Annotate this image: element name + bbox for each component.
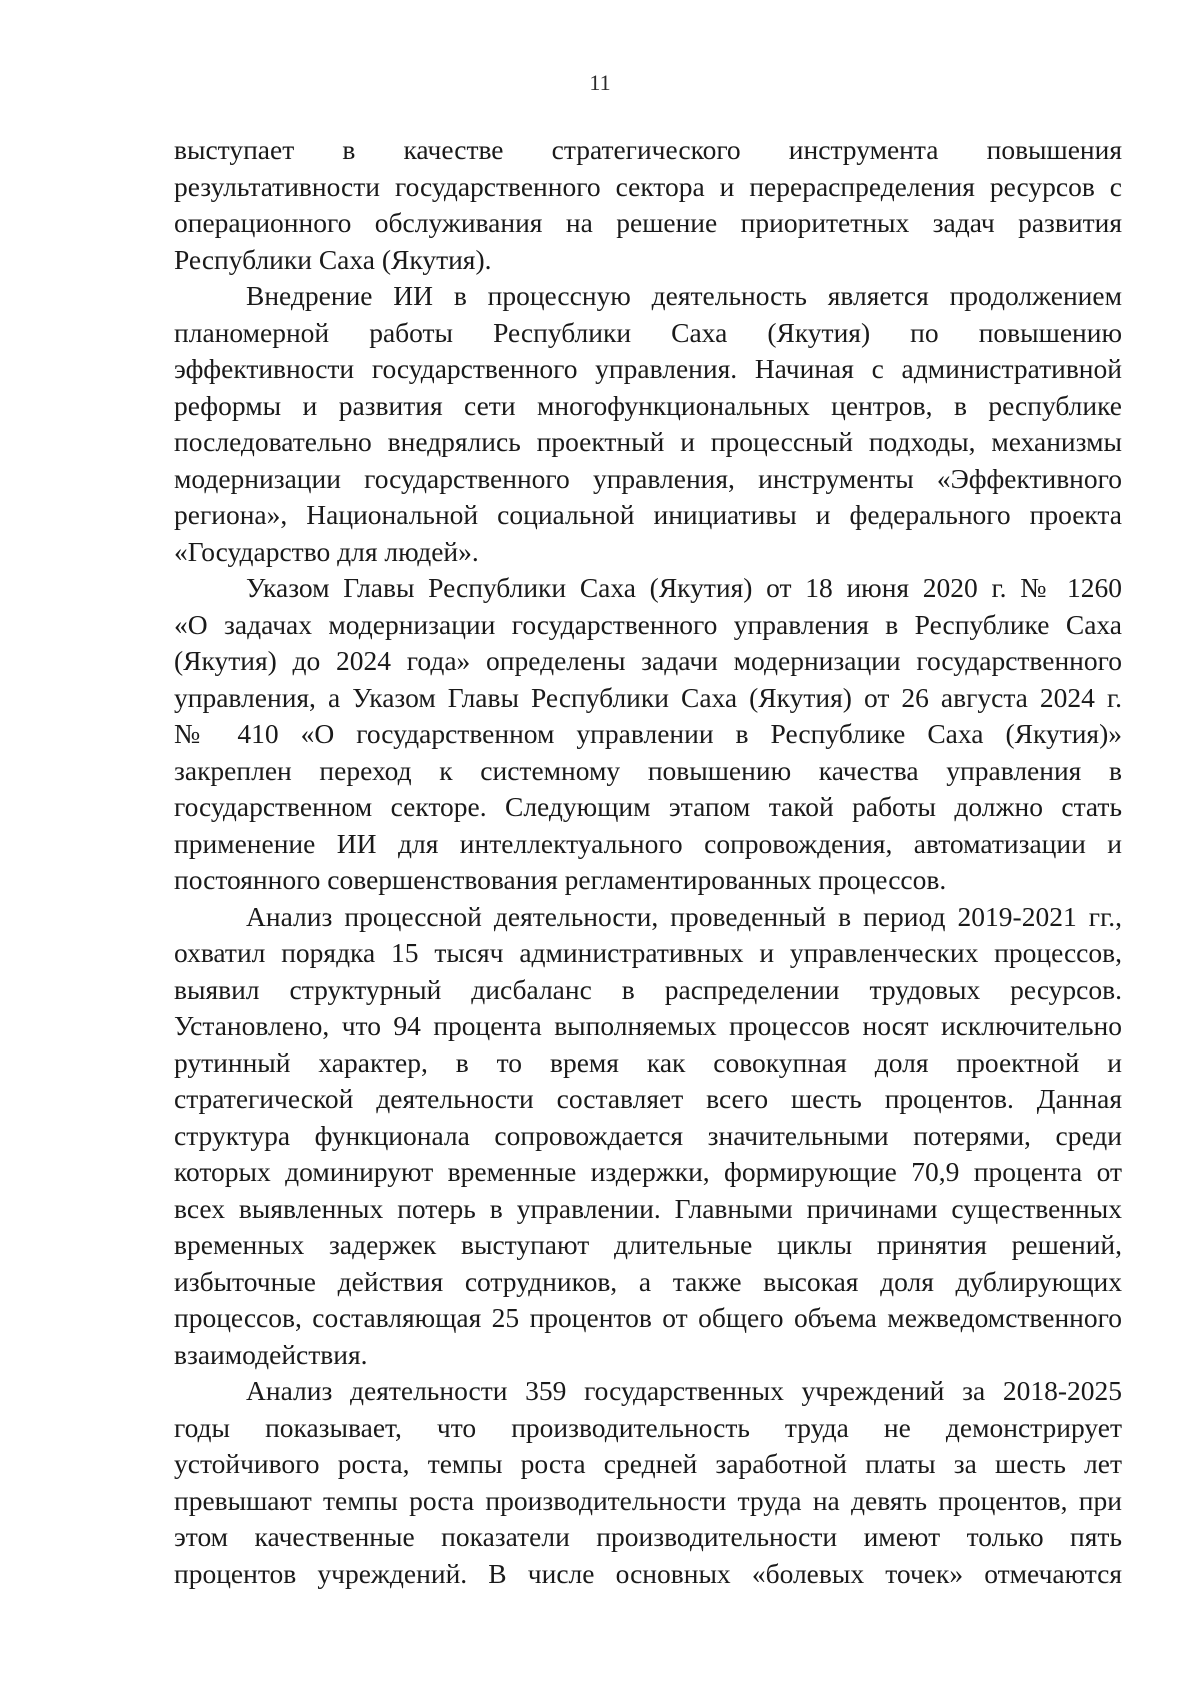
text-line: временных задержек выступают длительные циклы принятия решений, [174,1229,1122,1260]
text-line: выступает в качестве стратегического инструмента повышения [174,134,1122,165]
text-line: годы показывает, что производительность труда не демонстрирует [174,1411,1122,1443]
text-line: закреплен переход к системному повышению качества управления в [174,754,1122,786]
text-line: эффективности государственного управления. Начиная с административной [174,353,1122,384]
text-line: избыточные действия сотрудников, а также высокая доля дублирующих [174,1265,1122,1297]
text-line: Республики Саха (Якутия). [174,243,492,275]
text-line: взаимодействия. [174,1338,368,1370]
text-line: Указом Главы Республики Саха (Якутия) от 18 июня 2020 г. № 1260 [246,572,1122,603]
text-line: «О задачах модернизации государственного управления в Республике Саха [174,608,1122,640]
text-line: процессов, составляющая 25 процентов от общего объема межведомственного [174,1302,1122,1333]
text-line: операционного обслуживания на решение приоритетных задач развития [174,207,1122,238]
text-line: управления, а Указом Главы Республики Саха (Якутия) от 26 августа 2024 г. [174,681,1122,713]
text-line: структура функционала сопровождается значительными потерями, среди [174,1119,1122,1151]
text-line: Установлено, что 94 процента выполняемых процессов носят исключительно [174,1010,1122,1041]
text-line: процентов учреждений. В числе основных «болевых точек» отмечаются [174,1557,1122,1589]
text-line: (Якутия) до 2024 года» определены задачи модернизации государственного [174,645,1122,676]
text-line: которых доминируют временные издержки, формирующие 70,9 процента от [174,1156,1122,1187]
text-line: реформы и развития сети многофункциональных центров, в республике [174,389,1122,421]
text-line: модернизации государственного управления, инструменты «Эффективного [174,462,1122,494]
text-line: результативности государственного сектора и перераспределения ресурсов с [174,170,1122,202]
text-line: этом качественные показатели производительности имеют только пять [174,1521,1122,1552]
text-line: постоянного совершенствования регламентированных процессов. [174,864,947,895]
text-line: № 410 «О государственном управлении в Республике Саха (Якутия)» [174,718,1122,749]
page-number: 11 [589,70,611,95]
text-line: стратегической деятельности составляет всего шесть процентов. Данная [174,1083,1122,1114]
text-line: «Государство для людей». [174,535,479,567]
text-line: устойчивого роста, темпы роста средней заработной платы за шесть лет [174,1448,1122,1479]
text-line: государственном секторе. Следующим этапом такой работы должно стать [174,791,1122,822]
text-line: Анализ процессной деятельности, проведенный в период 2019-2021 гг., [246,900,1122,932]
text-line: планомерной работы Республики Саха (Якутия) по повышению [174,316,1122,348]
text-line: всех выявленных потерь в управлении. Главными причинами существенных [174,1192,1122,1224]
text-line: применение ИИ для интеллектуального сопровождения, автоматизации и [174,827,1122,859]
text-line: рутинный характер, в то время как совокупная доля проектной и [174,1046,1122,1078]
text-line: Анализ деятельности 359 государственных учреждений за 2018-2025 [246,1375,1122,1406]
text-line: региона», Национальной социальной инициативы и федерального проекта [174,499,1122,530]
text-line: охватил порядка 15 тысяч административных и управленческих процессов, [174,937,1122,968]
text-line: превышают темпы роста производительности труда на девять процентов, при [174,1484,1122,1516]
text-line: выявил структурный дисбаланс в распределении трудовых ресурсов. [174,973,1122,1005]
text-line: Внедрение ИИ в процессную деятельность является продолжением [246,280,1122,311]
text-line: последовательно внедрялись проектный и процессный подходы, механизмы [174,426,1122,457]
body-text [174,132,1122,1592]
